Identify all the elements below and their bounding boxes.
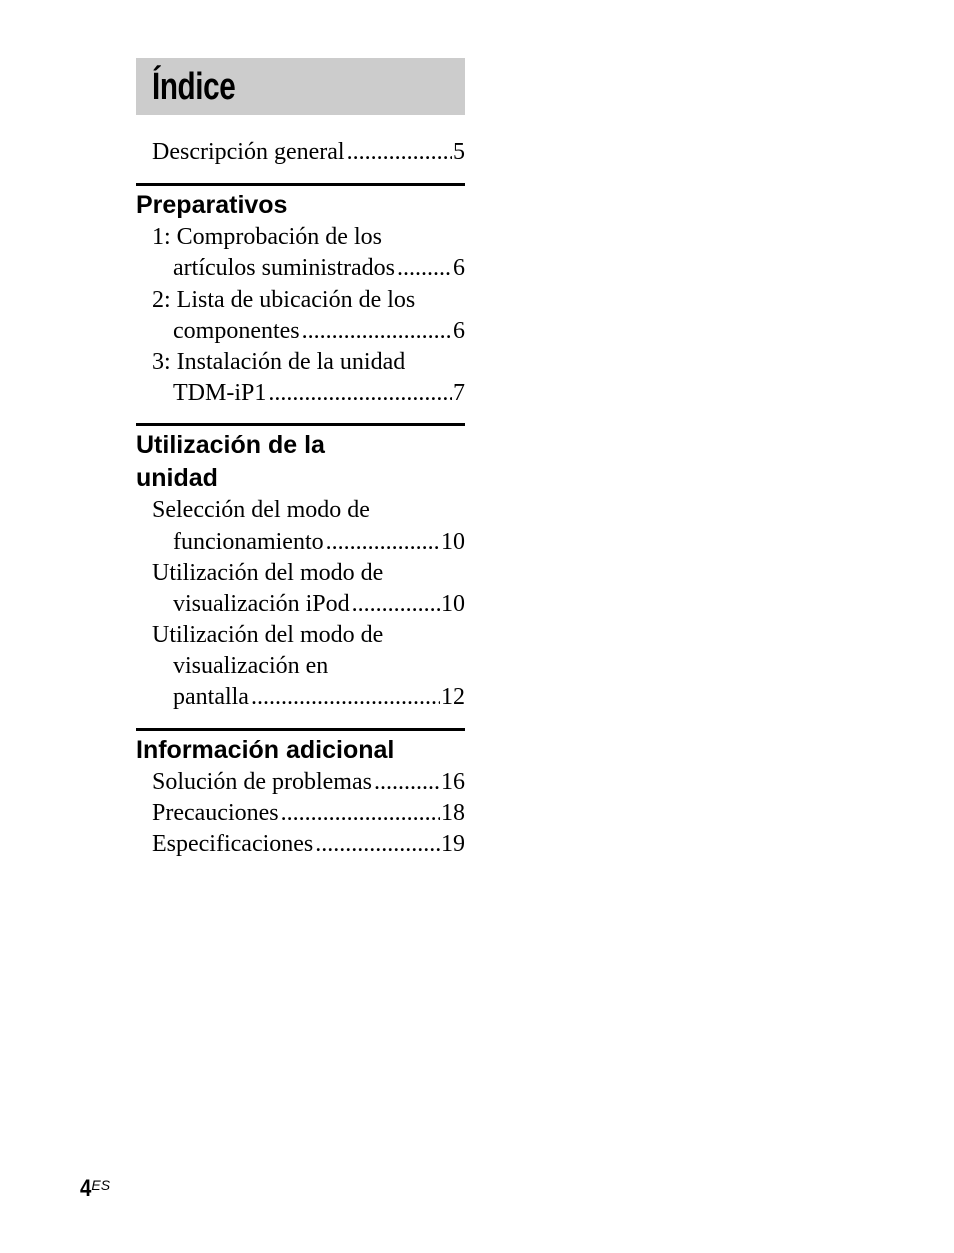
section-heading-preparativos: Preparativos [136, 191, 288, 220]
leader-dots [352, 589, 440, 620]
leader-dots [374, 767, 440, 798]
toc-entry-especificaciones[interactable] [136, 829, 465, 860]
toc-entry-descripcion-general[interactable] [136, 137, 465, 168]
leader-dots [347, 137, 452, 168]
toc-entry-page: 12 [441, 684, 465, 711]
leader-dots [397, 253, 452, 284]
section-heading-utilizacion-line1: Utilización de la [136, 431, 325, 460]
toc-entry-text: 2: Lista de ubicación de los [152, 286, 416, 313]
toc-entry-text: Precauciones [152, 799, 279, 826]
toc-entry-instalacion[interactable] [136, 347, 465, 409]
toc-entry-text: componentes [173, 317, 300, 344]
toc-entry-text: TDM-iP1 [173, 380, 267, 407]
leader-dots [302, 316, 452, 347]
leader-dots [251, 682, 440, 713]
toc-entry-page: 5 [453, 139, 465, 165]
toc-entry-text: Selección del modo de [152, 497, 370, 524]
toc-entry-precauciones[interactable] [136, 798, 465, 829]
toc-entry-text: visualización iPod [173, 590, 350, 617]
toc-entry-text: Utilización del modo de [152, 622, 384, 649]
toc-entry-text: 1: Comprobación de los [152, 224, 382, 251]
toc-entry-page: 6 [453, 317, 465, 344]
toc-entry-page: 16 [441, 768, 465, 795]
title-bar [136, 58, 465, 115]
section-heading-utilizacion-line2: unidad [136, 464, 218, 493]
toc-entry-page: 10 [441, 590, 465, 617]
toc-entry-text: artículos suministrados [173, 255, 395, 282]
page-footer [80, 1175, 110, 1203]
toc-entry-comprobacion[interactable] [136, 222, 465, 284]
toc-entry-text: Descripción general [152, 139, 345, 165]
toc-entry-text: visualización en [173, 653, 329, 680]
language-code: ES [91, 1177, 111, 1193]
toc-entry-text: Utilización del modo de [152, 559, 384, 586]
page-number: 4 [80, 1175, 92, 1202]
toc-entry-page: 18 [441, 799, 465, 826]
page-title: Índice [152, 66, 236, 108]
toc-entry-lista-ubicacion[interactable] [136, 285, 465, 347]
toc-entry-modo-ipod[interactable] [136, 558, 465, 620]
leader-dots [268, 378, 452, 409]
toc-entry-page: 10 [441, 528, 465, 555]
toc-entry-page: 19 [441, 831, 465, 857]
toc-entry-page: 7 [453, 380, 465, 407]
toc-entry-modo-pantalla[interactable] [136, 620, 465, 714]
toc-entry-text: Especificaciones [152, 831, 314, 857]
table-of-contents [136, 58, 465, 860]
toc-entry-text: pantalla [173, 684, 249, 711]
toc-entry-seleccion-modo[interactable] [136, 495, 465, 557]
toc-entry-text: 3: Instalación de la unidad [152, 348, 406, 375]
leader-dots [326, 527, 440, 558]
toc-entry-page: 6 [453, 255, 465, 282]
section-heading-informacion: Información adicional [136, 735, 395, 764]
leader-dots [315, 829, 440, 860]
leader-dots [281, 798, 440, 829]
toc-entry-solucion-problemas[interactable] [136, 767, 465, 798]
toc-entry-text: Solución de problemas [152, 768, 372, 795]
toc-entry-text: funcionamiento [173, 528, 324, 555]
